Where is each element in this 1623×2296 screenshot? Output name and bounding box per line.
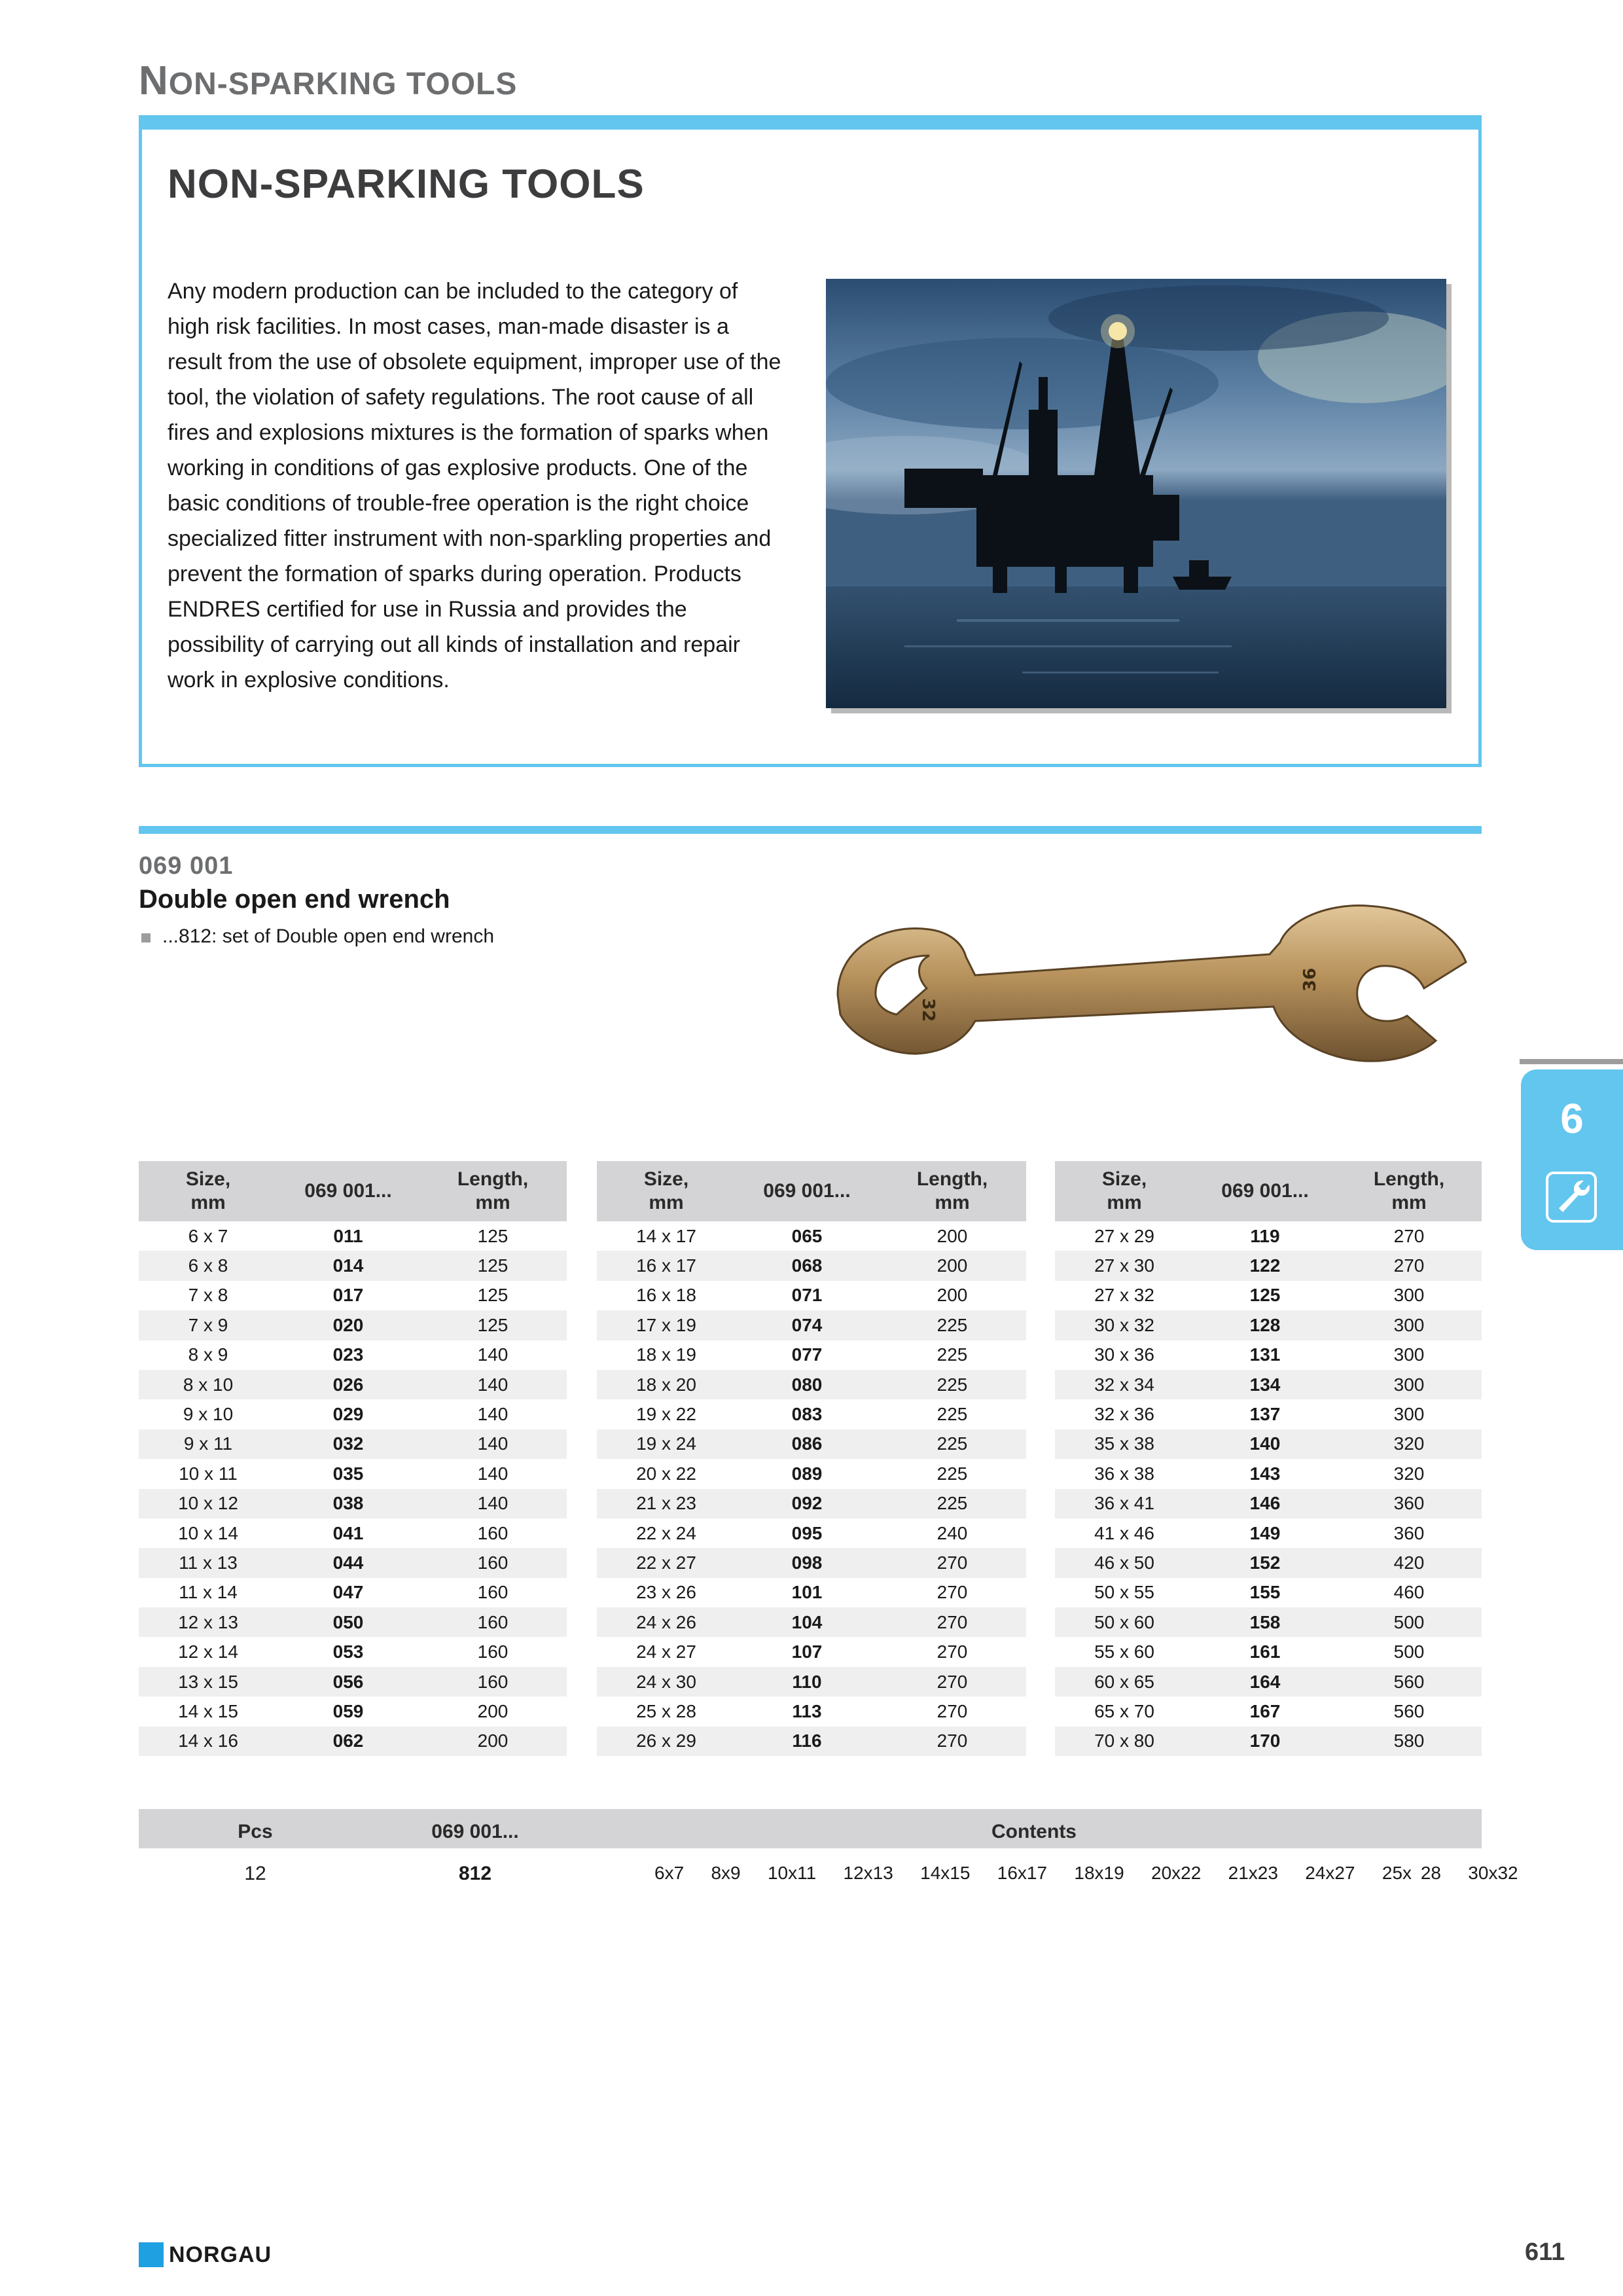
length-cell: 300 (1393, 1344, 1425, 1365)
size-cell: 17 x 19 (597, 1310, 736, 1340)
length-cell: 270 (936, 1582, 968, 1603)
length-cell: 125 (419, 1251, 567, 1280)
size-cell: 30 x 32 (1055, 1310, 1194, 1340)
table-row (597, 1310, 1026, 1340)
size-cell: 41 x 46 (1094, 1522, 1154, 1543)
code-cell: 041 (332, 1522, 364, 1543)
size-cell: 24 x 27 (636, 1641, 696, 1662)
size-cell: 22 x 24 (636, 1522, 696, 1543)
intro-text: Any modern production can be included to the category of high risk facilities. In most cases, man-made disaster is a result from the use of obsolete equipment, improper use of the tool, the violation of safety regulations. The root cause of all fires and explosions mixtures is the formation of sparks when working in conditions of gas explosive products. One of the basic conditions of trouble-free operation is the right choice specialized fitter instrument with non-sparkling properties and prevent the formation of sparks during operation. Products ENDRES certified for use in Russia and provides the possibility of carrying out all kinds of installation and repair work in explosive conditions. (168, 279, 781, 692)
size-cell: 26 x 29 (597, 1727, 736, 1756)
length-cell: 300 (1336, 1310, 1482, 1340)
code-cell: 044 (277, 1548, 419, 1577)
code-cell: 119 (1250, 1225, 1280, 1246)
length-cell: 140 (477, 1404, 508, 1425)
table-row (597, 1251, 1026, 1280)
size-header: Size, mm (597, 1161, 736, 1221)
size-cell: 10 x 14 (178, 1522, 238, 1543)
table-row (139, 1459, 567, 1488)
code-header: 069 001... (277, 1161, 419, 1221)
length-cell: 225 (878, 1310, 1026, 1340)
code-cell: 086 (736, 1429, 878, 1459)
table-row (139, 1429, 567, 1459)
product-code: 069 001 (139, 852, 234, 880)
page-header-initial: N (139, 58, 169, 103)
table-row (139, 1251, 567, 1280)
length-cell: 140 (477, 1463, 508, 1484)
table-row (1055, 1310, 1482, 1340)
length-cell: 225 (936, 1463, 968, 1484)
length-cell: 270 (878, 1607, 1026, 1637)
code-cell: 089 (791, 1463, 823, 1484)
length-cell: 160 (477, 1641, 508, 1662)
size-cell: 36 x 38 (1094, 1463, 1154, 1484)
code-cell: 107 (791, 1641, 823, 1662)
size-cell: 14 x 16 (139, 1727, 277, 1756)
code-cell: 134 (1194, 1370, 1336, 1399)
length-cell: 500 (1393, 1641, 1425, 1662)
page-header-rest: ON-SPARKING TOOLS (168, 67, 518, 101)
table-row (1055, 1459, 1482, 1488)
code-cell: 152 (1194, 1548, 1336, 1577)
size-cell: 9 x 10 (183, 1404, 234, 1425)
length-cell: 160 (419, 1667, 567, 1696)
code-cell: 023 (332, 1344, 364, 1365)
set-code-value: 812 (458, 1863, 492, 1884)
table-row (1055, 1667, 1482, 1696)
length-cell: 140 (419, 1370, 567, 1399)
code-cell: 017 (332, 1285, 364, 1306)
code-cell: 095 (791, 1522, 823, 1543)
table-row (1055, 1607, 1482, 1637)
length-cell: 200 (936, 1225, 968, 1246)
code-cell: 101 (791, 1582, 823, 1603)
size-table-2 (597, 1161, 1026, 1756)
wrench-image (812, 897, 1486, 1080)
code-cell: 029 (332, 1404, 364, 1425)
length-cell: 360 (1336, 1489, 1482, 1518)
code-cell: 155 (1249, 1582, 1281, 1603)
length-header: Length, mm (1336, 1161, 1482, 1221)
table-row (139, 1489, 567, 1518)
size-cell: 18 x 20 (597, 1370, 736, 1399)
set-table-header (139, 1809, 1482, 1848)
length-cell: 360 (1393, 1522, 1425, 1543)
length-cell: 160 (419, 1607, 567, 1637)
size-table-3 (1055, 1161, 1482, 1756)
size-cell: 8 x 10 (139, 1370, 277, 1399)
length-cell: 300 (1336, 1370, 1482, 1399)
length-cell: 200 (936, 1285, 968, 1306)
table-row (1055, 1518, 1482, 1548)
size-cell: 12 x 13 (139, 1607, 277, 1637)
table-row (597, 1429, 1026, 1459)
code-cell: 098 (736, 1548, 878, 1577)
size-cell: 19 x 22 (636, 1404, 696, 1425)
table-row (139, 1637, 567, 1666)
size-cell: 24 x 26 (597, 1607, 736, 1637)
length-cell: 125 (477, 1285, 508, 1306)
wrench-mark-small: 32 (918, 998, 938, 1022)
code-header: 069 001... (1194, 1161, 1336, 1221)
table-row (1055, 1221, 1482, 1251)
code-cell: 071 (791, 1285, 823, 1306)
table-row (597, 1578, 1026, 1607)
table-row (1055, 1489, 1482, 1518)
length-cell: 420 (1336, 1548, 1482, 1577)
code-cell: 122 (1194, 1251, 1336, 1280)
size-cell: 50 x 60 (1055, 1607, 1194, 1637)
brand-name: NORGAU (169, 2242, 272, 2267)
code-cell: 146 (1194, 1489, 1336, 1518)
length-cell: 200 (477, 1700, 508, 1721)
table-row (1055, 1281, 1482, 1310)
length-cell: 270 (1336, 1251, 1482, 1280)
size-cell: 70 x 80 (1055, 1727, 1194, 1756)
code-cell: 137 (1249, 1404, 1281, 1425)
code-cell: 131 (1249, 1344, 1281, 1365)
size-cell: 11 x 14 (179, 1582, 238, 1603)
length-header: Length, mm (419, 1161, 567, 1221)
length-cell: 580 (1336, 1727, 1482, 1756)
size-cell: 46 x 50 (1055, 1548, 1194, 1577)
code-cell: 158 (1194, 1607, 1336, 1637)
code-cell: 149 (1249, 1522, 1281, 1543)
set-contents-value: 6x7 8x9 10x11 12x13 14x15 16x17 18x19 20x22 21x23 24x27 25x 28 30x32 (654, 1863, 1518, 1883)
product-name: Double open end wrench (139, 885, 450, 914)
table-row (597, 1548, 1026, 1577)
chapter-number: 6 (1560, 1095, 1584, 1142)
table-row (139, 1340, 567, 1370)
size-header: Size, mm (139, 1161, 277, 1221)
length-cell: 125 (477, 1225, 508, 1246)
code-cell: 140 (1194, 1429, 1336, 1459)
table-row (1055, 1727, 1482, 1756)
table-row (597, 1667, 1026, 1696)
table-row (597, 1727, 1026, 1756)
size-cell: 50 x 55 (1094, 1582, 1154, 1603)
code-cell: 083 (791, 1404, 823, 1425)
table-row (139, 1281, 567, 1310)
code-cell: 113 (792, 1700, 822, 1721)
table-row (139, 1399, 567, 1429)
table-row (597, 1399, 1026, 1429)
section-divider (139, 826, 1482, 834)
page-header (139, 58, 517, 104)
table-row (1055, 1251, 1482, 1280)
table-row (139, 1370, 567, 1399)
code-cell: 164 (1194, 1667, 1336, 1696)
table-row (1055, 1578, 1482, 1607)
code-cell: 143 (1249, 1463, 1281, 1484)
code-cell: 053 (332, 1641, 364, 1662)
code-cell: 047 (332, 1582, 364, 1603)
code-cell: 110 (736, 1667, 878, 1696)
table-row (139, 1518, 567, 1548)
length-cell: 200 (878, 1251, 1026, 1280)
code-cell: 056 (277, 1667, 419, 1696)
size-cell: 21 x 23 (597, 1489, 736, 1518)
length-cell: 140 (419, 1429, 567, 1459)
size-cell: 32 x 36 (1094, 1404, 1154, 1425)
code-header: 069 001... (736, 1161, 878, 1221)
code-cell: 077 (791, 1344, 823, 1365)
size-cell: 18 x 19 (636, 1344, 696, 1365)
table-row (597, 1696, 1026, 1726)
size-table-1 (139, 1161, 567, 1756)
size-cell: 27 x 30 (1055, 1251, 1194, 1280)
size-cell: 60 x 65 (1055, 1667, 1194, 1696)
chapter-tab-line (1520, 1059, 1623, 1064)
size-cell: 7 x 9 (139, 1310, 277, 1340)
product-note: ...812: set of Double open end wrench (162, 925, 495, 947)
table-row (139, 1667, 567, 1696)
size-cell: 13 x 15 (139, 1667, 277, 1696)
table-row (1055, 1429, 1482, 1459)
size-cell: 6 x 7 (188, 1225, 228, 1246)
length-cell: 270 (936, 1700, 968, 1721)
code-cell: 050 (277, 1607, 419, 1637)
size-cell: 20 x 22 (636, 1463, 696, 1484)
intro-title: NON-SPARKING TOOLS (168, 162, 645, 207)
size-cell: 14 x 15 (178, 1700, 238, 1721)
length-cell: 560 (1393, 1700, 1425, 1721)
length-cell: 200 (419, 1727, 567, 1756)
size-cell: 16 x 18 (636, 1285, 696, 1306)
table-row (1055, 1696, 1482, 1726)
code-cell: 059 (332, 1700, 364, 1721)
length-cell: 300 (1393, 1404, 1425, 1425)
size-cell: 8 x 9 (188, 1344, 228, 1365)
code-cell: 026 (277, 1370, 419, 1399)
code-cell: 068 (736, 1251, 878, 1280)
size-cell: 19 x 24 (597, 1429, 736, 1459)
bullet-icon (141, 933, 151, 942)
size-cell: 36 x 41 (1055, 1489, 1194, 1518)
page-number: 611 (1525, 2238, 1565, 2266)
length-cell: 500 (1336, 1607, 1482, 1637)
size-cell: 24 x 30 (597, 1667, 736, 1696)
length-cell: 225 (878, 1370, 1026, 1399)
size-cell: 65 x 70 (1094, 1700, 1154, 1721)
length-cell: 140 (477, 1344, 508, 1365)
length-cell: 160 (419, 1548, 567, 1577)
table-row (597, 1637, 1026, 1666)
length-cell: 240 (936, 1522, 968, 1543)
size-cell: 22 x 27 (597, 1548, 736, 1577)
code-cell: 116 (736, 1727, 878, 1756)
table-row (1055, 1399, 1482, 1429)
code-cell: 170 (1194, 1727, 1336, 1756)
size-cell: 23 x 26 (636, 1582, 696, 1603)
table-row (139, 1310, 567, 1340)
length-cell: 320 (1336, 1429, 1482, 1459)
table-row (597, 1281, 1026, 1310)
size-header: Size, mm (1055, 1161, 1194, 1221)
size-cell: 11 x 13 (139, 1548, 277, 1577)
code-cell: 035 (332, 1463, 364, 1484)
size-cell: 14 x 17 (636, 1225, 696, 1246)
table-row (1055, 1340, 1482, 1370)
length-cell: 140 (419, 1489, 567, 1518)
code-cell: 011 (333, 1225, 363, 1246)
table-row (597, 1607, 1026, 1637)
length-cell: 125 (419, 1310, 567, 1340)
code-cell: 125 (1249, 1285, 1281, 1306)
size-cell: 12 x 14 (178, 1641, 238, 1662)
table-row (139, 1696, 567, 1726)
length-cell: 270 (1393, 1225, 1425, 1246)
length-cell: 300 (1393, 1285, 1425, 1306)
length-cell: 225 (936, 1404, 968, 1425)
length-cell: 560 (1336, 1667, 1482, 1696)
code-cell: 038 (277, 1489, 419, 1518)
table-row (597, 1459, 1026, 1488)
set-code-header: 069 001... (431, 1821, 519, 1842)
table-row (139, 1221, 567, 1251)
size-cell: 10 x 12 (139, 1489, 277, 1518)
size-cell: 32 x 34 (1055, 1370, 1194, 1399)
table-row (139, 1548, 567, 1577)
wrench-icon (1546, 1172, 1597, 1223)
code-cell: 032 (277, 1429, 419, 1459)
code-cell: 167 (1249, 1700, 1281, 1721)
size-cell: 9 x 11 (139, 1429, 277, 1459)
length-cell: 225 (936, 1344, 968, 1365)
table-row (1055, 1637, 1482, 1666)
table-row (139, 1578, 567, 1607)
code-cell: 128 (1194, 1310, 1336, 1340)
code-cell: 092 (736, 1489, 878, 1518)
table-row (597, 1221, 1026, 1251)
size-cell: 25 x 28 (636, 1700, 696, 1721)
oil-platform-photo (826, 279, 1446, 708)
length-cell: 320 (1393, 1463, 1425, 1484)
length-cell: 160 (477, 1522, 508, 1543)
table-row (597, 1340, 1026, 1370)
length-cell: 225 (878, 1489, 1026, 1518)
table-row (1055, 1370, 1482, 1399)
table-row (139, 1727, 567, 1756)
table-row (597, 1518, 1026, 1548)
table-row (597, 1370, 1026, 1399)
table-row (139, 1607, 567, 1637)
size-cell: 7 x 8 (188, 1285, 228, 1306)
length-cell: 270 (878, 1727, 1026, 1756)
length-header: Length, mm (878, 1161, 1026, 1221)
size-cell: 35 x 38 (1055, 1429, 1194, 1459)
size-cell: 10 x 11 (179, 1463, 238, 1484)
code-cell: 014 (277, 1251, 419, 1280)
code-cell: 080 (736, 1370, 878, 1399)
length-cell: 270 (936, 1641, 968, 1662)
length-cell: 270 (878, 1548, 1026, 1577)
size-cell: 6 x 8 (139, 1251, 277, 1280)
code-cell: 161 (1249, 1641, 1281, 1662)
set-pcs-value: 12 (244, 1863, 266, 1884)
length-cell: 270 (878, 1667, 1026, 1696)
size-cell: 27 x 32 (1094, 1285, 1154, 1306)
code-cell: 062 (277, 1727, 419, 1756)
set-contents-header: Contents (991, 1821, 1077, 1842)
size-cell: 30 x 36 (1094, 1344, 1154, 1365)
length-cell: 460 (1393, 1582, 1425, 1603)
table-row (597, 1489, 1026, 1518)
code-cell: 065 (791, 1225, 823, 1246)
code-cell: 104 (736, 1607, 878, 1637)
table-row (1055, 1548, 1482, 1577)
size-cell: 27 x 29 (1094, 1225, 1154, 1246)
set-pcs-header: Pcs (238, 1821, 273, 1842)
wrench-mark-large: 36 (1300, 967, 1320, 992)
length-cell: 225 (878, 1429, 1026, 1459)
brand-logo-square (139, 2242, 164, 2267)
size-cell: 16 x 17 (597, 1251, 736, 1280)
size-cell: 55 x 60 (1094, 1641, 1154, 1662)
length-cell: 160 (477, 1582, 508, 1603)
code-cell: 020 (277, 1310, 419, 1340)
code-cell: 074 (736, 1310, 878, 1340)
